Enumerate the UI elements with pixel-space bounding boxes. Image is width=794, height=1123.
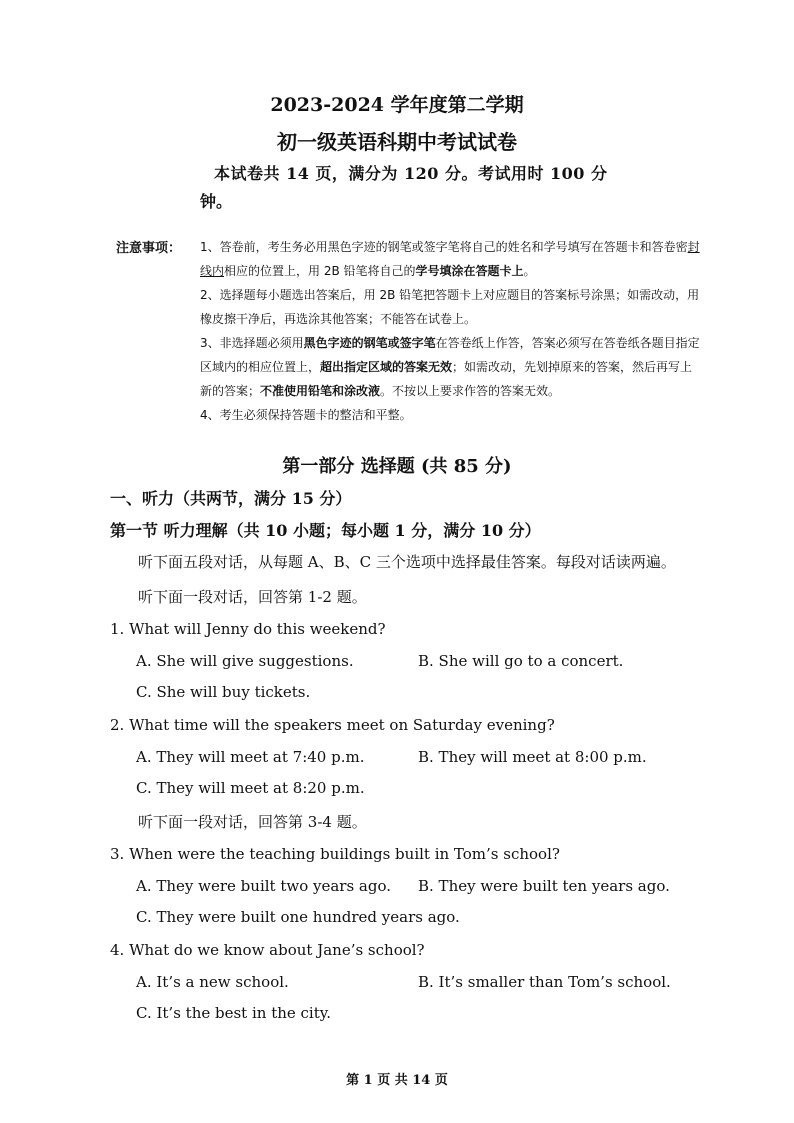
exam-subject-title: 初一级英语科期中考试试卷 xyxy=(277,130,517,154)
notice-text: 定区域内的相应位置上， xyxy=(200,336,700,374)
section-listening-title: 一、听力（共两节，满分 15 分） xyxy=(110,489,352,508)
notice-text: 3、非选择题必须用 xyxy=(200,336,304,350)
question-4-option-b: B. It’s smaller than Tom’s school. xyxy=(418,973,671,991)
question-2: 2. What time will the speakers meet on Saturday evening? xyxy=(110,716,555,734)
question-3-option-b: B. They were built ten years ago. xyxy=(418,877,670,895)
notice-text: 4、考生必须保持答题卡的整洁和平整。 xyxy=(200,408,412,422)
question-2-option-c: C. They will meet at 8:20 p.m. xyxy=(136,779,365,797)
question-3-option-a: A. They were built two years ago. xyxy=(136,877,392,895)
dialog-instructions-1: 听下面一段对话，回答第 1-2 题。 xyxy=(138,588,367,606)
notice-item-4 xyxy=(200,403,700,427)
part-one-title: 第一部分 选择题 (共 85 分) xyxy=(282,456,512,477)
notice-block xyxy=(200,235,700,427)
notice-text: 上新的答案； xyxy=(200,360,693,398)
question-4-option-c: C. It’s the best in the city. xyxy=(136,1004,332,1022)
notice-item-1 xyxy=(200,235,700,283)
notice-text-bold: 学号填涂在答题卡上 xyxy=(415,264,524,278)
question-1-option-a: A. She will give suggestions. xyxy=(136,652,354,670)
question-2-option-b: B. They will meet at 8:00 p.m. xyxy=(418,748,647,766)
notice-text-bold: 不准使用铅笔和涂改液 xyxy=(260,384,381,398)
question-1: 1. What will Jenny do this weekend? xyxy=(110,620,386,638)
notice-text: ；如需改动，先划掉原来的答案，然后再写 xyxy=(452,360,681,374)
exam-term-title: 2023-2024 学年度第二学期 xyxy=(270,94,524,116)
exam-info-line-1: 本试卷共 14 页，满分为 120 分。考试用时 100 分 xyxy=(214,164,608,183)
notice-text: 在答卷纸上作答，答案必须写在答卷纸各题目指 xyxy=(435,336,688,350)
section-listening-comprehension-title: 第一节 听力理解（共 10 小题；每小题 1 分，满分 10 分） xyxy=(110,521,541,540)
question-1-option-b: B. She will go to a concert. xyxy=(418,652,624,670)
notice-text-underline: 封线内 xyxy=(200,240,700,278)
question-3: 3. When were the teaching buildings built in Tom’s school? xyxy=(110,845,560,863)
question-3-option-c: C. They were built one hundred years ago. xyxy=(136,908,460,926)
notice-text: 2、选择题每小题选出答案后，用 2B 铅笔把答题卡上对应题目的答案标号涂黑；如需改 xyxy=(200,288,664,302)
question-4: 4. What do we know about Jane’s school? xyxy=(110,941,425,959)
page-number-footer: 第 1 页 共 14 页 xyxy=(346,1073,448,1088)
notice-text: 动，用橡皮擦干净后，再选涂其他答案；不能答在试卷上。 xyxy=(200,288,700,326)
notice-text: 相应的位置上，用 2B 铅笔将自己的 xyxy=(224,264,416,278)
notice-text-bold: 超出指定区域的答案无效 xyxy=(320,360,453,374)
notice-text: 1、答卷前，考生务必用黑色字迹的钢笔或签字笔将自己的姓名和学号填写在答题卡和答卷密 xyxy=(200,240,688,254)
notice-item-2 xyxy=(200,283,700,331)
notice-text-bold: 黑色字迹的钢笔或签字笔 xyxy=(303,336,436,350)
notice-text: 。 xyxy=(523,264,536,278)
question-4-option-a: A. It’s a new school. xyxy=(136,973,289,991)
question-2-option-a: A. They will meet at 7:40 p.m. xyxy=(136,748,365,766)
exam-info-line-2: 钟。 xyxy=(200,192,233,211)
notice-label: 注意事项： xyxy=(116,241,182,256)
question-1-option-c: C. She will buy tickets. xyxy=(136,683,311,701)
listening-instructions: 听下面五段对话，从每题 A、B、C 三个选项中选择最佳答案。每段对话读两遍。 xyxy=(138,553,676,571)
dialog-instructions-2: 听下面一段对话，回答第 3-4 题。 xyxy=(138,813,367,831)
notice-text: 。不按以上要求作答的答案无效。 xyxy=(380,384,561,398)
notice-item-3 xyxy=(200,331,700,403)
